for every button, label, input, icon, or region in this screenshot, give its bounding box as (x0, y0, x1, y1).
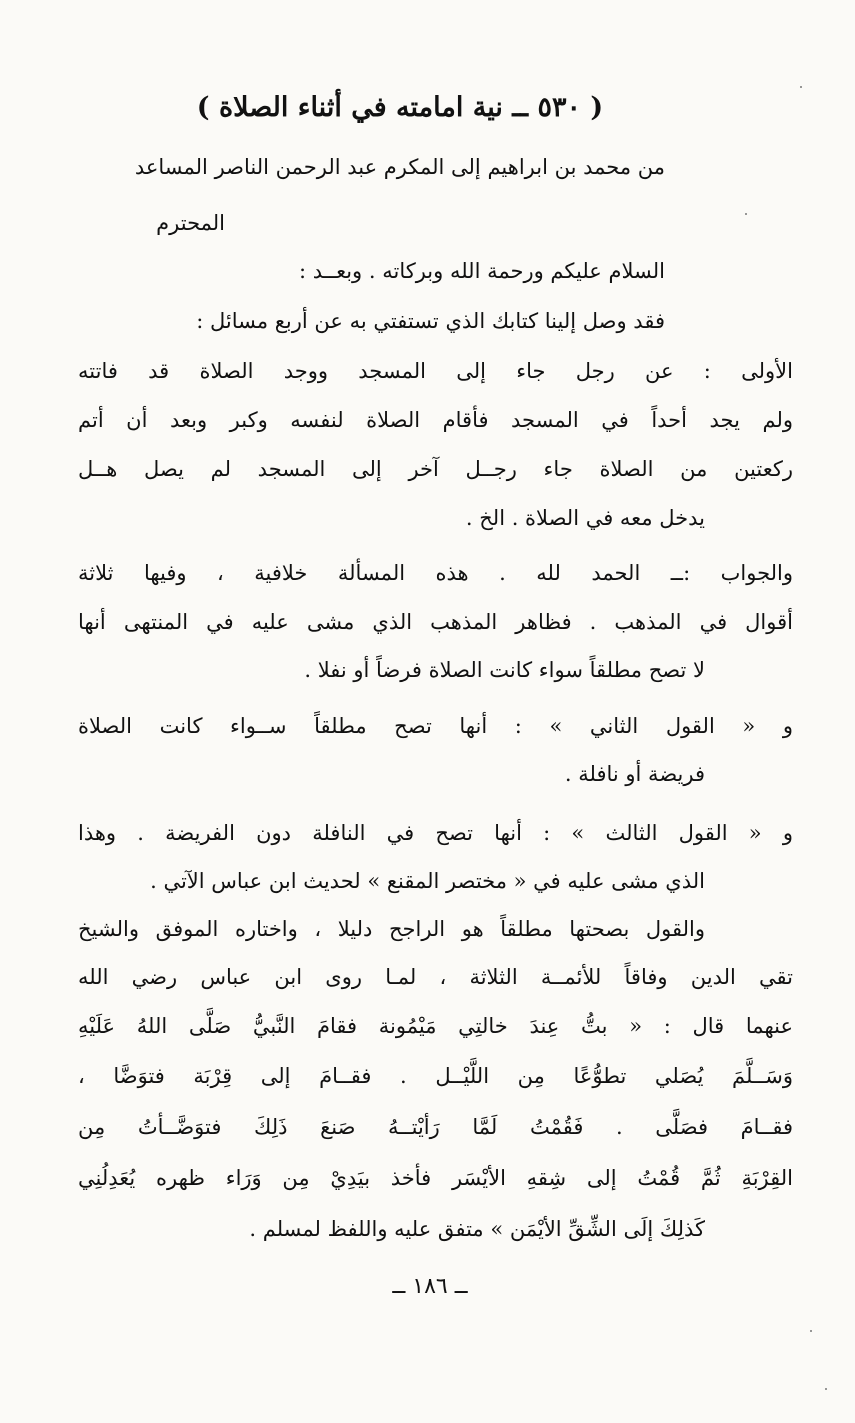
body-line: ولم يجد أحداً في المسجد فأقام الصلاة لنفسه وكبر وبعد أن أتم (78, 408, 793, 432)
body-line: الأولى : عن رجل جاء إلى المسجد ووجد الصلاة قد فاتته (78, 359, 793, 383)
body-line: فقــامَ فصَلَّى . فَقُمْتُ لَمَّا رَأيْتــهُ صَنعَ ذَلِكَ فتوَضَّــأتُ مِن (78, 1115, 793, 1139)
scan-speck (825, 1388, 827, 1390)
body-line: و « القول الثالث » : أنها تصح في النافلة دون الفريضة . وهذا (78, 821, 793, 845)
body-line: ركعتين من الصلاة جاء رجــل آخر إلى المسجد لم يصل هــل (78, 457, 793, 481)
body-line: أقوال في المذهب . فظاهر المذهب الذي مشى عليه في المنتهى أنها (78, 610, 793, 634)
body-line: و « القول الثاني » : أنها تصح مطلقاً ســواء كانت الصلاة (78, 714, 793, 738)
body-line: يدخل معه في الصلاة . الخ . (465, 506, 705, 530)
scan-speck (745, 213, 747, 215)
body-line: المحترم (156, 211, 225, 235)
body-line: والجواب :ــ الحمد لله . هذه المسألة خلافية ، وفيها ثلاثة (78, 561, 793, 585)
body-line: القِرْبَةِ ثُمَّ قُمْتُ إلى شِقهِ الأيْسَر فأخذ بيَدِيْ مِن وَرَاء ظهره يُعَدِلُنِي (78, 1166, 793, 1190)
body-line: السلام عليكم ورحمة الله وبركاته . وبعــد : (299, 259, 665, 283)
page-title: ( ٥٣٠ ــ نية امامته في أثناء الصلاة ) (196, 92, 604, 123)
body-line: الذي مشى عليه في « مختصر المقنع » لحديث ابن عباس الآتي . (150, 869, 705, 893)
body-line: تقي الدين وفاقاً للأئمــة الثلاثة ، لمـا روى ابن عباس رضي الله (78, 965, 793, 989)
body-line: فريضة أو نافلة . (564, 762, 705, 786)
body-line: وَسَــلَّمَ يُصَلي تطوُّعًا مِن اللَّيْــل . فقــامَ إلى قِرْبَة فتوَضَّا ، (78, 1064, 793, 1088)
body-line: فقد وصل إلينا كتابك الذي تستفتي به عن أربع مسائل : (196, 309, 665, 333)
page-number: ــ ١٨٦ ــ (392, 1274, 468, 1299)
body-line: والقول بصحتها مطلقاً هو الراجح دليلا ، واختاره الموفق والشيخ (78, 917, 705, 941)
scan-speck (810, 1330, 812, 1332)
body-line: عنهما قال : « بتُّ عِندَ خالتِي مَيْمُونة فقامَ النَّبيُّ صَلَّى اللهُ عَلَيْهِ (78, 1014, 793, 1038)
scan-speck (800, 86, 802, 88)
body-line: كَذلِكَ إلَى الشِّقِّ الأيْمَن » متفق عليه واللفظ لمسلم . (249, 1217, 705, 1241)
body-line: لا تصح مطلقاً سواء كانت الصلاة فرضاً أو نفلا . (304, 658, 705, 682)
body-line: من محمد بن ابراهيم إلى المكرم عبد الرحمن الناصر المساعد (134, 155, 665, 179)
